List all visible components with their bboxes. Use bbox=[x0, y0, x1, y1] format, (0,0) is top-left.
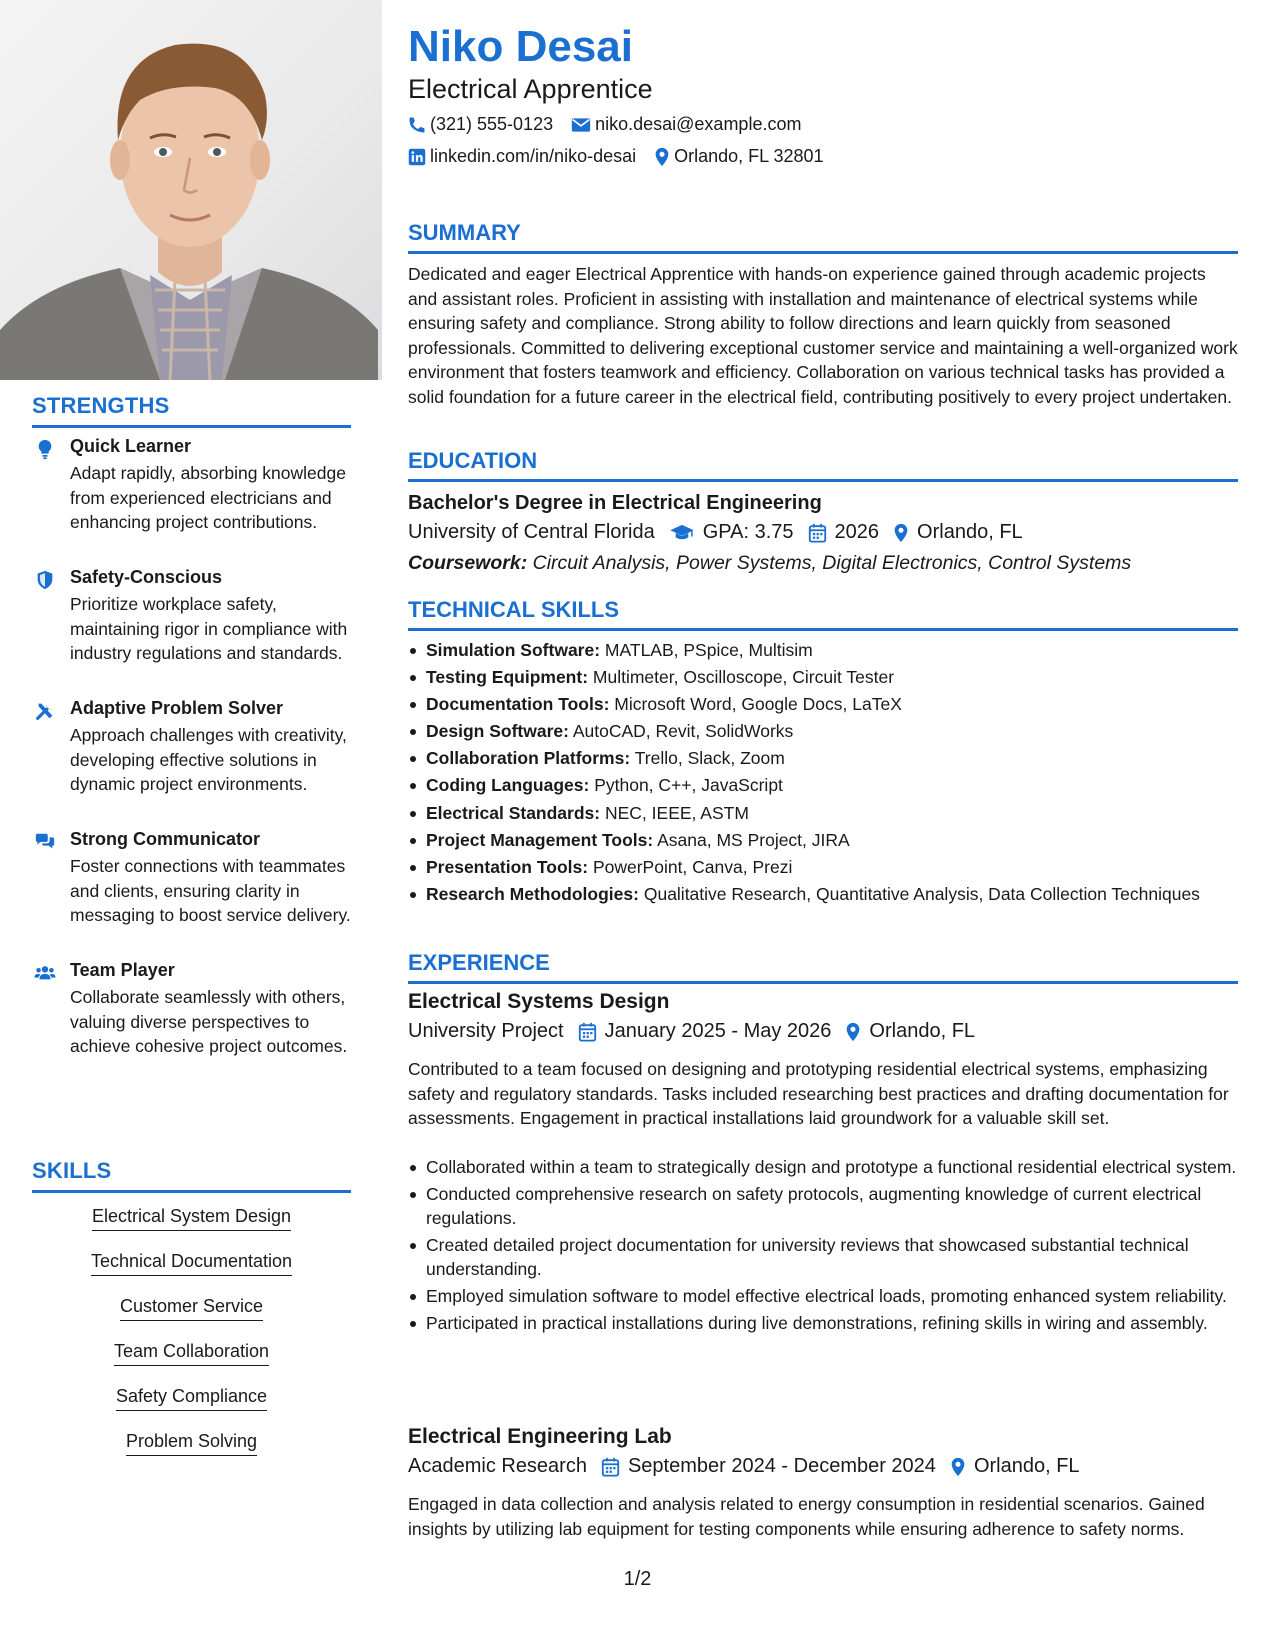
job-meta bbox=[408, 1455, 1094, 1478]
shield-icon bbox=[34, 569, 56, 591]
list-item: Coding Languages: Python, C++, JavaScript bbox=[408, 773, 1238, 798]
job-description: Engaged in data collection and analysis related to energy consumption in residential scenarios. Gained insights by utilizing lab equipment for testing components while ensuring adherence to safety norms. bbox=[408, 1494, 1205, 1539]
map-pin-icon bbox=[893, 523, 909, 543]
technical-skills-list bbox=[408, 638, 1238, 909]
skills-heading: SKILLS bbox=[32, 1158, 351, 1193]
contact-row bbox=[408, 146, 842, 167]
map-pin-icon bbox=[845, 1022, 861, 1042]
job-org: University Project bbox=[408, 1020, 564, 1042]
candidate-title: Electrical Apprentice bbox=[408, 74, 653, 104]
job-dates: January 2025 - May 2026 bbox=[604, 1020, 832, 1042]
skill-tag: Technical Documentation bbox=[32, 1251, 351, 1276]
calendar-icon bbox=[601, 1457, 620, 1477]
list-item: Project Management Tools: Asana, MS Project, JIRA bbox=[408, 828, 1238, 853]
email-icon bbox=[571, 117, 591, 133]
strengths-heading: STRENGTHS bbox=[32, 393, 351, 428]
coursework bbox=[408, 552, 1131, 575]
calendar-icon bbox=[578, 1022, 597, 1042]
degree-title: Bachelor's Degree in Electrical Engineering bbox=[408, 492, 822, 514]
strength-desc: Adapt rapidly, absorbing knowledge from experienced electricians and enhancing project contributions. bbox=[70, 463, 346, 532]
phone-icon bbox=[408, 116, 426, 134]
skill-tag: Problem Solving bbox=[32, 1431, 351, 1456]
education-heading: EDUCATION bbox=[408, 448, 1238, 482]
strength-title: Safety-Conscious bbox=[70, 567, 223, 587]
job-location: Orlando, FL bbox=[869, 1020, 976, 1042]
strength-title: Strong Communicator bbox=[70, 829, 261, 849]
profile-photo bbox=[0, 0, 382, 380]
technical-skills-heading: TECHNICAL SKILLS bbox=[408, 597, 1238, 631]
strength-title: Quick Learner bbox=[70, 436, 192, 456]
job-location: Orlando, FL bbox=[973, 1455, 1080, 1477]
job-org: Academic Research bbox=[408, 1455, 587, 1477]
linkedin-icon bbox=[408, 148, 426, 166]
email-link[interactable]: niko.desai@example.com bbox=[595, 114, 802, 134]
list-item: Conducted comprehensive research on safety protocols, augmenting knowledge of current electrical regulations. bbox=[408, 1182, 1238, 1230]
list-item: Research Methodologies: Qualitative Research, Quantitative Analysis, Data Collection Techniques bbox=[408, 882, 1238, 907]
job-description: Contributed to a team focused on designing and prototyping residential electrical systems, emphasizing safety and regulatory standards. Tasks included researching best practices and drafting documentation for assessments. Engagement in practical installations laid groundwork for a valuable skill set. bbox=[408, 1059, 1229, 1128]
list-item: Simulation Software: MATLAB, PSpice, Multisim bbox=[408, 638, 1238, 663]
summary-heading: SUMMARY bbox=[408, 220, 1238, 254]
job-location-item bbox=[845, 1020, 975, 1043]
gpa-item bbox=[669, 521, 794, 544]
list-item: Testing Equipment: Multimeter, Oscilloscope, Circuit Tester bbox=[408, 665, 1238, 690]
job-dates: September 2024 - December 2024 bbox=[627, 1455, 936, 1477]
edu-location-text: Orlando, FL bbox=[917, 521, 1023, 543]
linkedin-link[interactable]: linkedin.com/in/niko-desai bbox=[430, 146, 637, 166]
contact-row bbox=[408, 114, 819, 135]
list-item: Collaborated within a team to strategically design and prototype a functional residential electrical system. bbox=[408, 1155, 1238, 1179]
strength-desc: Prioritize workplace safety, maintaining rigor in compliance with industry regulations and standards. bbox=[70, 594, 348, 663]
experience-heading: EXPERIENCE bbox=[408, 950, 1238, 984]
job-bullets bbox=[408, 1155, 1238, 1338]
job-dates-item bbox=[601, 1455, 936, 1478]
skill-tag: Safety Compliance bbox=[32, 1386, 351, 1411]
list-item: Created detailed project documentation for university reviews that showcased substantial technical understanding. bbox=[408, 1233, 1238, 1281]
education-meta bbox=[408, 521, 1037, 544]
summary-text: Dedicated and eager Electrical Apprentice with hands-on experience gained through academic projects and assistant roles. Proficient in assisting with installation and maintenance of electrical systems while ensuring safety and compliance. Strong ability to follow directions and learn quickly from seasoned professionals. Committed to delivering exceptional customer service and maintaining a well-organized work environment that fosters teamwork and efficiency. Collaboration on various technical tasks has provided a solid foundation for a future career in the electrical field, contributing positively to every project undertaken. bbox=[408, 264, 1238, 407]
edu-location-item bbox=[893, 521, 1023, 544]
page-number: 1/2 bbox=[623, 1568, 652, 1590]
skills-section bbox=[32, 1158, 351, 1193]
job-title: Electrical Systems Design bbox=[408, 990, 670, 1013]
email-item[interactable] bbox=[571, 114, 801, 135]
skill-tag: Customer Service bbox=[32, 1296, 351, 1321]
coursework-text: Circuit Analysis, Power Systems, Digital Electronics, Control Systems bbox=[532, 552, 1132, 574]
calendar-icon bbox=[808, 523, 827, 543]
strength-title: Team Player bbox=[70, 960, 175, 980]
location-text: Orlando, FL 32801 bbox=[674, 146, 824, 166]
phone-text: (321) 555-0123 bbox=[430, 114, 554, 134]
list-item: Design Software: AutoCAD, Revit, SolidWorks bbox=[408, 719, 1238, 744]
linkedin-item[interactable] bbox=[408, 146, 636, 167]
list-item: Electrical Standards: NEC, IEEE, ASTM bbox=[408, 801, 1238, 826]
job-location-item bbox=[950, 1455, 1080, 1478]
gpa-text: GPA: 3.75 bbox=[702, 521, 794, 543]
strength-desc: Foster connections with teammates and clients, ensuring clarity in messaging to boost service delivery. bbox=[70, 856, 351, 925]
coursework-label: Coursework: bbox=[408, 552, 528, 574]
map-pin-icon bbox=[654, 147, 670, 167]
year-text: 2026 bbox=[834, 521, 880, 543]
list-item: Presentation Tools: PowerPoint, Canva, Prezi bbox=[408, 855, 1238, 880]
location-item bbox=[654, 146, 823, 167]
strength-desc: Approach challenges with creativity, developing effective solutions in dynamic project environments. bbox=[70, 725, 347, 794]
strength-desc: Collaborate seamlessly with others, valuing diverse perspectives to achieve cohesive project outcomes. bbox=[70, 987, 348, 1056]
list-item: Employed simulation software to model effective electrical loads, promoting enhanced system reliability. bbox=[408, 1284, 1238, 1308]
list-item: Participated in practical installations during live demonstrations, refining skills in wiring and assembly. bbox=[408, 1311, 1238, 1335]
job-dates-item bbox=[578, 1020, 832, 1043]
lightbulb-icon bbox=[34, 438, 56, 460]
strength-title: Adaptive Problem Solver bbox=[70, 698, 284, 718]
job-meta bbox=[408, 1020, 989, 1043]
sidebar bbox=[0, 0, 382, 1650]
job-title: Electrical Engineering Lab bbox=[408, 1425, 672, 1448]
strengths-section bbox=[32, 393, 351, 428]
list-item: Documentation Tools: Microsoft Word, Google Docs, LaTeX bbox=[408, 692, 1238, 717]
candidate-name: Niko Desai bbox=[408, 22, 633, 71]
year-item bbox=[808, 521, 880, 544]
phone-item bbox=[408, 114, 553, 135]
chat-icon bbox=[34, 831, 56, 853]
tools-icon bbox=[34, 700, 56, 722]
map-pin-icon bbox=[950, 1457, 966, 1477]
graduation-cap-icon bbox=[669, 524, 695, 542]
skill-tag: Team Collaboration bbox=[32, 1341, 351, 1366]
users-icon bbox=[34, 962, 56, 984]
list-item: Collaboration Platforms: Trello, Slack, Zoom bbox=[408, 746, 1238, 771]
skill-tag: Electrical System Design bbox=[32, 1206, 351, 1231]
school-name: University of Central Florida bbox=[408, 521, 655, 543]
